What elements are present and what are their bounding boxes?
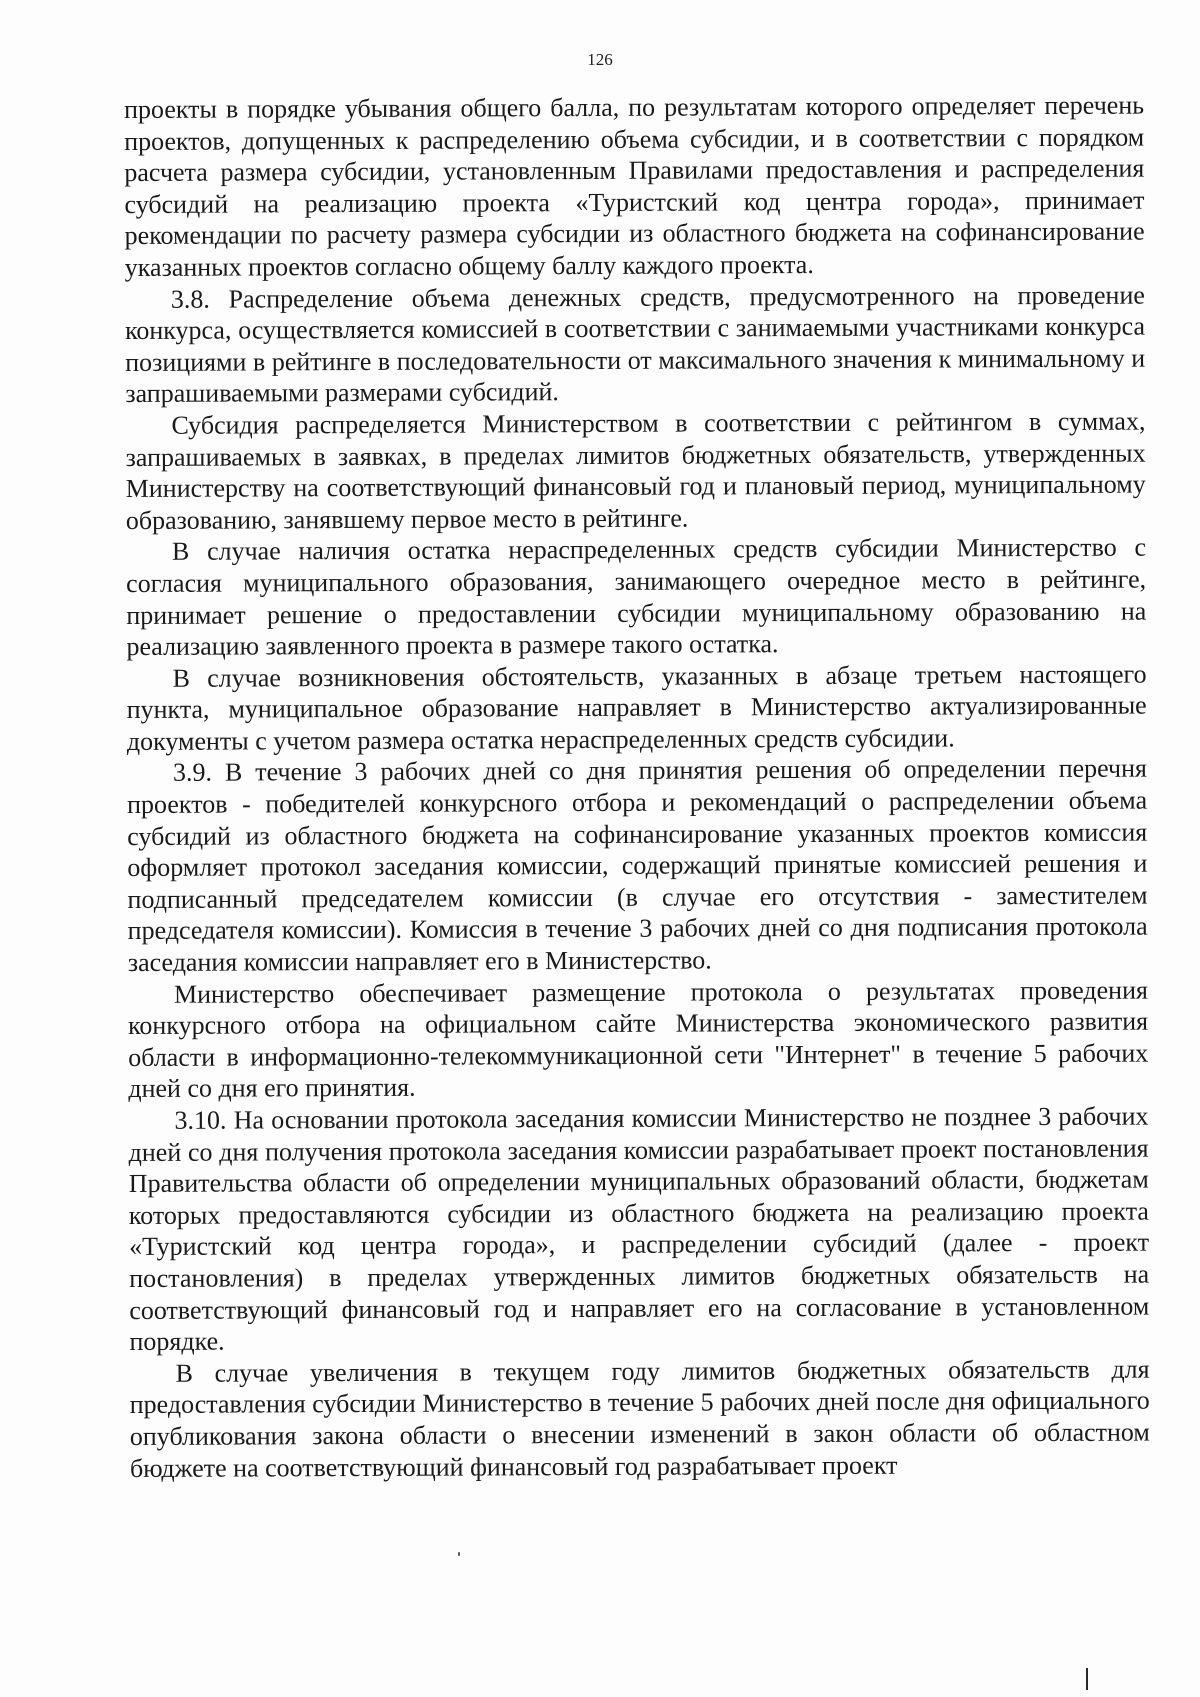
paragraph-3-9: 3.9. В течение 3 рабочих дней со дня принятия решения об определении перечня проектов - победителей конкурсного отбора и рекомендаций о распределении объема субсидий из областного бюджета на софинансирование указанных проектов комиссия оформляет протокол заседания комиссии, содержащий принятые комиссией решения и подписанный председателем комиссии (в случае его отсутствия - заместителем председателя комиссии). Комиссия в течение 3 рабочих дней со дня подписания протокола заседания комиссии направляет его в Министерство. — [127, 754, 1148, 978]
paragraph-continuation: проекты в порядке убывания общего балла, по результатам которого определяет перечень проектов, допущенных к распределению объема субсидии, и в соответствии с порядком расчета размера субсидии, установленным Правилами предоставления и распределения субсидий на реализацию проекта «Туристский код центра города», принимает рекомендации по расчету размера субсидии из областного бюджета на софинансирование указанных проектов согласно общему баллу каждого проекта. — [124, 90, 1145, 282]
document-body — [124, 90, 1150, 1485]
paragraph: Субсидия распределяется Министерством в соответствии с рейтингом в суммах, запрашиваемых в заявках, в пределах лимитов бюджетных обязательств, утвержденных Министерству на соответствующий финансовый год и плановый период, муниципальному образованию, занявшему первое место в рейтинге. — [125, 406, 1146, 535]
paragraph-3-8: 3.8. Распределение объема денежных средств, предусмотренного на проведение конкурса, осуществляется комиссией в соответствии с занимаемыми участниками конкурса позициями в рейтинге в последовательности от максимального значения к минимальному и запрашиваемыми размерами субсидий. — [124, 280, 1146, 409]
paragraph: Министерство обеспечивает размещение протокола о результатах проведения конкурсного отбора на официальном сайте Министерства экономического развития области в информационно-телекоммуникационной сети "Интернет" в течение 5 рабочих дней со дня его принятия. — [128, 975, 1149, 1104]
scan-speck — [458, 1552, 460, 1556]
paragraph: В случае возникновения обстоятельств, указанных в абзаце третьем настоящего пункта, муниципальное образование направляет в Министерство актуализированные документы с учетом размера остатка нераспределенных средств субсидии. — [126, 659, 1147, 756]
paragraph: В случае наличия остатка нераспределенных средств субсидии Министерство с согласия муниципального образования, занимающего очередное место в рейтинге, принимает решение о предоставлении субсидии муниципальному образованию на реализацию заявленного проекта в размере такого остатка. — [126, 532, 1147, 662]
paragraph: В случае увеличения в текущем году лимитов бюджетных обязательств для предоставления субсидии Министерство в течение 5 рабочих дней после дня официального опубликования закона области о внесении изменений в закон области об областном бюджете на соответствующий финансовый год разрабатывает проект — [129, 1354, 1150, 1483]
paragraph-3-10: 3.10. На основании протокола заседания комиссии Министерство не позднее 3 рабочих дней со дня получения протокола заседания комиссии разрабатывает проект постановления Правительства области об определении муниципальных образований области, бюджетам которых предоставляются субсидии из областного бюджета на реализацию проекта «Туристский код центра города», и распределении субсидий (далее - проект постановления) в пределах утвержденных лимитов бюджетных обязательств на соответствующий финансовый год и направляет его на согласование в установленном порядке. — [128, 1101, 1150, 1357]
page-number: 126 — [587, 50, 613, 69]
scan-edge-mark — [1086, 1668, 1088, 1690]
